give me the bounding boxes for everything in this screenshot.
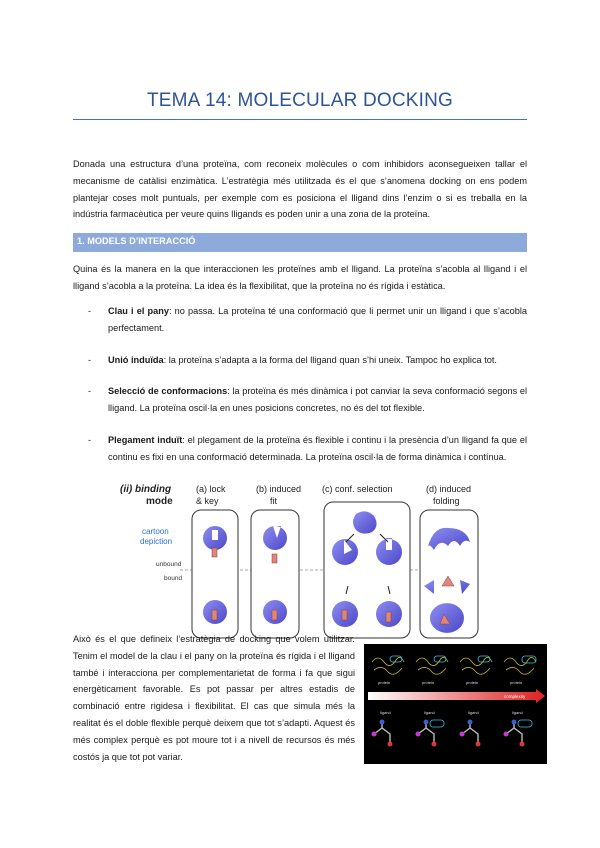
list-dash: - — [88, 354, 92, 365]
list-item — [88, 432, 527, 466]
list-item-text: : la proteïna és més dinàmica i pot canviar la seva conformació segons el lligand. La proteïna oscil·la en unes posicions concretes, no és del tot flexible. — [108, 386, 527, 414]
panel-conf-selection — [322, 484, 410, 638]
protein-label: protein — [510, 680, 523, 685]
protein-label: protein — [422, 680, 435, 685]
panel-label-line1: (c) conf. selection — [322, 484, 393, 494]
list-item-term: Clau i el pany — [108, 306, 169, 316]
ligand-label: ligand — [380, 710, 391, 715]
binding-modes-figure — [118, 478, 480, 640]
fig-heading-line1: (ii) binding — [120, 484, 172, 495]
intro-paragraph: Donada una estructura d’una proteïna, com reconeix molècules o com inhibidors aconsegueixen tallar el mecanisme de catàlisi enzimàtica. L’estratègia més utilitzada és el que s’anomena docking on ens podem plantejar coses molt puntuals, per exemple com es posiciona el lligand dins l’enzim o si es treballa en la indústria farmacèutica per veure quins lligands es poden unir a una zona de la proteïna. — [73, 159, 527, 220]
panel-induced-fit — [251, 484, 301, 638]
closing-paragraph: Això és el que defineix l’estratègia de docking que volem utilitzar. Tenim el model de la clau i el pany on la proteïna és rígida i el lligand també i interacciona per complementarietat de forma i fa que sigui energèticament favorable. Es pot passar per altres estadis de combinació entre rigidesa i flexibilitat. El cas que simula més la realitat és el doble flexible perquè deixem que tot s’adapti. Aquest és més complex perquè es pot moure tot i a nivell de recursos és més costós ja que tot pot variar. — [73, 634, 355, 762]
list-item-text: : no passa. La proteïna té una conformació que li permet unir un lligand i que s’acobla perfectament. — [108, 306, 527, 333]
panel-label-line1: (a) lock — [196, 484, 226, 494]
complexity-label: complexity — [504, 694, 526, 699]
panel-induced-folding — [420, 484, 478, 638]
ligand-label: ligand — [424, 710, 435, 715]
list-dash: - — [88, 386, 92, 397]
panel-label-line1: (d) induced — [426, 484, 472, 494]
list-item-term: Unió induïda — [108, 354, 164, 365]
list-item-text: : la proteïna s’adapta a la forma del lligand quan s’hi uneix. Tampoc ho explica tot. — [163, 354, 497, 365]
list-item — [88, 383, 527, 417]
ligand-label: ligand — [468, 710, 479, 715]
fig-heading-line2: mode — [146, 496, 173, 507]
panel-label-line2: & key — [196, 496, 219, 506]
section-heading-bar — [73, 233, 527, 252]
ligand-label: ligand — [512, 710, 523, 715]
fig-bound-label: bound — [164, 575, 183, 582]
list-item-term: Selecció de conformacions — [108, 386, 228, 397]
section-heading: 1. MODELS D’INTERACCIÓ — [77, 236, 196, 246]
fig-unbound-label: unbound — [156, 561, 182, 568]
protein-label: protein — [466, 680, 479, 685]
panel-lock-key — [192, 484, 238, 638]
list-item-term: Plegament induït — [108, 434, 183, 445]
docking-complexity-figure — [364, 644, 547, 764]
panel-label-line2: folding — [433, 496, 460, 506]
list-item-text: : el plegament de la proteïna és flexible i continu i la presència d’un lligand fa que el continu es fixi en una conformació determinada. La proteïna oscil·la de forma dinàmica i contínua. — [108, 434, 527, 462]
panel-label-line1: (b) induced — [256, 484, 302, 494]
list-dash: - — [88, 306, 92, 316]
fig-depiction-line1: cartoon — [142, 527, 169, 536]
list-item — [88, 352, 527, 369]
models-list — [88, 303, 527, 481]
panel-label-line2: fit — [270, 496, 278, 506]
section-intro-paragraph: Quina és la manera en la que interaccionen les proteïnes amb el lligand. La proteïna s’acobla al lligand i el lligand s’acobla a la proteïna. La idea és la flexibilitat, que la proteïna no és rígida i estàtica. — [73, 264, 527, 291]
protein-label: protein — [378, 680, 391, 685]
page-title: TEMA 14: MOLECULAR DOCKING — [146, 90, 454, 111]
title-underline — [73, 119, 527, 120]
list-dash: - — [88, 434, 92, 445]
fig-depiction-line2: depiction — [140, 537, 173, 546]
list-item — [88, 303, 527, 337]
